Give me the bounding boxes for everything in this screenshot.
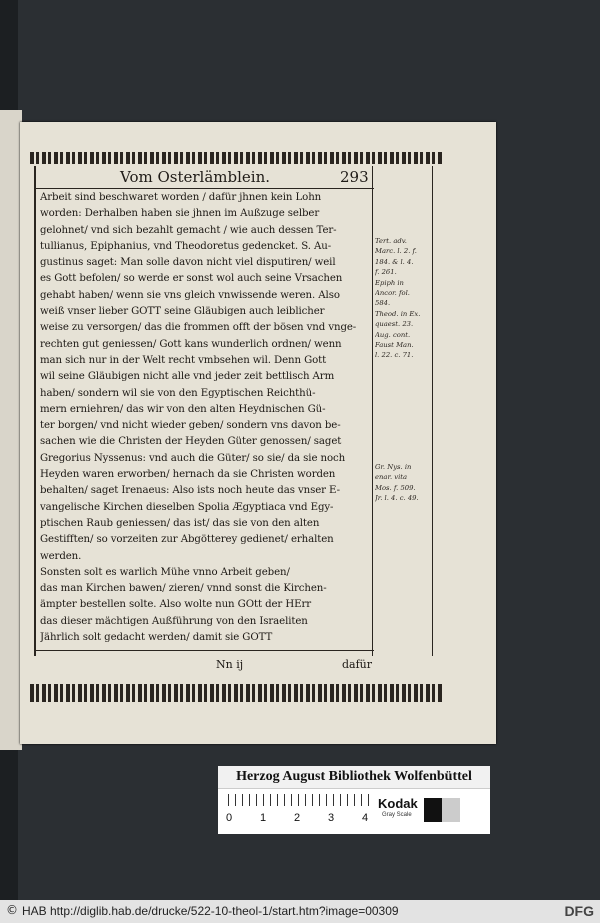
text-line: haben/ sondern wil sie von den Egyptischen Reichthü- xyxy=(40,387,316,399)
viewer-footer xyxy=(0,900,600,923)
ornament-border-bottom xyxy=(30,684,444,702)
signature-mark: Nn ij xyxy=(216,658,244,671)
copyright-icon: © xyxy=(6,903,18,917)
text-line: sachen wie die Christen der Heyden Güter genossen/ saget xyxy=(40,436,342,448)
text-line: gustinus saget: Man solle davon nicht viel disputiren/ weil xyxy=(40,257,336,269)
page-number: 293 xyxy=(340,168,369,186)
gray-swatch xyxy=(424,798,460,822)
ruler-number: 0 xyxy=(226,812,233,824)
marginal-line: Faust Man. xyxy=(375,341,414,350)
ruler-number: 2 xyxy=(294,812,301,824)
marginal-line: quaest. 23. xyxy=(375,320,414,329)
text-line: es Gott befolen/ so werde er sonst wol auch seine Vrsachen xyxy=(40,273,343,285)
marginal-line: 584. xyxy=(375,299,391,308)
marginal-line: Aug. cont. xyxy=(375,330,411,339)
marginal-line: Tert. adv. xyxy=(375,237,407,245)
marginal-line: l. 22. c. 71. xyxy=(375,351,414,360)
marginal-note-2 xyxy=(375,462,435,504)
ruler-number: 1 xyxy=(260,812,267,824)
text-line: Sonsten solt es warlich Mühe vnno Arbeit geben/ xyxy=(40,566,290,578)
text-line: mern erniehren/ das wir von den alten Heydnischen Gü- xyxy=(40,403,326,415)
text-line: weiß vnser lieber GOTT seine Gläubigen auch leiblicher xyxy=(40,306,325,318)
kodak-logo: Kodak xyxy=(378,796,418,811)
institution-name: Herzog August Bibliothek Wolfenbüttel xyxy=(218,766,490,789)
text-line: gehabt haben/ wenn sie vns gleich vnwissende weren. Also xyxy=(40,289,340,301)
text-line: werden. xyxy=(40,550,82,562)
footer-rule xyxy=(34,650,374,651)
body-text xyxy=(40,190,372,646)
text-line: das man Kirchen bawen/ zieren/ vnnd sonst die Kirchen- xyxy=(40,583,327,595)
text-line: Jährlich solt gedacht werden/ damit sie GOTT xyxy=(40,632,273,644)
marginal-note-1 xyxy=(375,236,435,361)
marginal-line: Theod. in Ex. xyxy=(375,309,421,318)
marginal-line: Mos. f. 509. xyxy=(375,483,416,492)
gray-scale-label: Gray Scale xyxy=(382,812,412,818)
marginal-line: Jr. l. 4. c. 49. xyxy=(375,494,419,503)
ruler-number: 3 xyxy=(328,812,335,824)
scale-ruler xyxy=(228,794,373,806)
text-line: ter borgen/ vnd nicht wieder geben/ sondern vns davon be- xyxy=(40,420,341,432)
text-line: tullianus, Epiphanius, vnd Theodoretus gedencket. S. Au- xyxy=(40,240,332,252)
text-line: weise zu versorgen/ das die frommen offt der bösen vnd vnge- xyxy=(40,322,357,334)
text-line: behalten/ saget Irenaeus: Also ists noch heute das vnser E- xyxy=(40,485,340,497)
text-line: worden: Derhalben haben sie jhnen im Außzuge selber xyxy=(40,208,320,220)
marginal-line: Marc. l. 2. f. xyxy=(375,247,417,256)
text-line: wil seine Gläubigen nicht alle vnd jeder zeit bettlisch Arm xyxy=(40,371,335,383)
text-line: rechten gut geniessen/ Gott kans wunderlich ordnen/ wenn xyxy=(40,338,342,350)
book-page xyxy=(20,122,496,744)
dfg-logo: DFG xyxy=(564,903,594,919)
book-spine xyxy=(0,110,22,750)
header-rule xyxy=(34,188,374,189)
frame-rule-right xyxy=(372,166,373,656)
text-line: das dieser mächtigen Außführung von den Israeliten xyxy=(40,615,308,627)
marginal-line: Epiph in xyxy=(375,278,404,287)
library-color-card xyxy=(218,766,490,834)
marginal-line: 184. & l. 4. xyxy=(375,257,414,266)
ruler-number: 4 xyxy=(362,812,369,824)
catchword: dafür xyxy=(342,658,373,671)
text-line: man sich nur in der Welt recht vmbsehen wil. Denn Gott xyxy=(40,354,327,366)
text-line: vangelische Kirchen dieselben Spolia Ægyptiaca vnd Egy- xyxy=(40,501,334,513)
ornament-border-top xyxy=(30,152,444,164)
text-line: ämpter bestellen solte. Also wolte nun GOtt der HErr xyxy=(40,599,311,611)
text-line: Arbeit sind beschwaret worden / dafür jhnen kein Lohn xyxy=(40,192,322,203)
text-line: Heyden waren erworben/ hernach da sie Christen worden xyxy=(40,469,336,481)
marginal-line: Gr. Nys. in xyxy=(375,463,412,471)
text-line: ptischen Raub geniessen/ das ist/ das sie von den alten xyxy=(40,517,320,529)
marginal-line: enar. vita xyxy=(375,473,408,482)
marginal-line: f. 261. xyxy=(375,268,397,277)
running-header: Vom Osterlämblein. xyxy=(120,168,271,186)
text-line: Gregorius Nyssenus: vnd auch die Güter/ so sie/ da sie noch xyxy=(40,452,346,464)
marginal-line: Ancor. fol. xyxy=(375,289,410,298)
text-line: gelohnet/ vnd sich bezahlt gemacht / wie auch dessen Ter- xyxy=(40,224,337,236)
text-line: Gestifften/ so vorzeiten zur Abgötterey gedienet/ erhalten xyxy=(40,534,334,546)
source-link[interactable]: HAB http://diglib.hab.de/drucke/522-10-theol-1/start.htm?image=00309 xyxy=(22,904,399,918)
frame-rule-left xyxy=(34,166,36,656)
